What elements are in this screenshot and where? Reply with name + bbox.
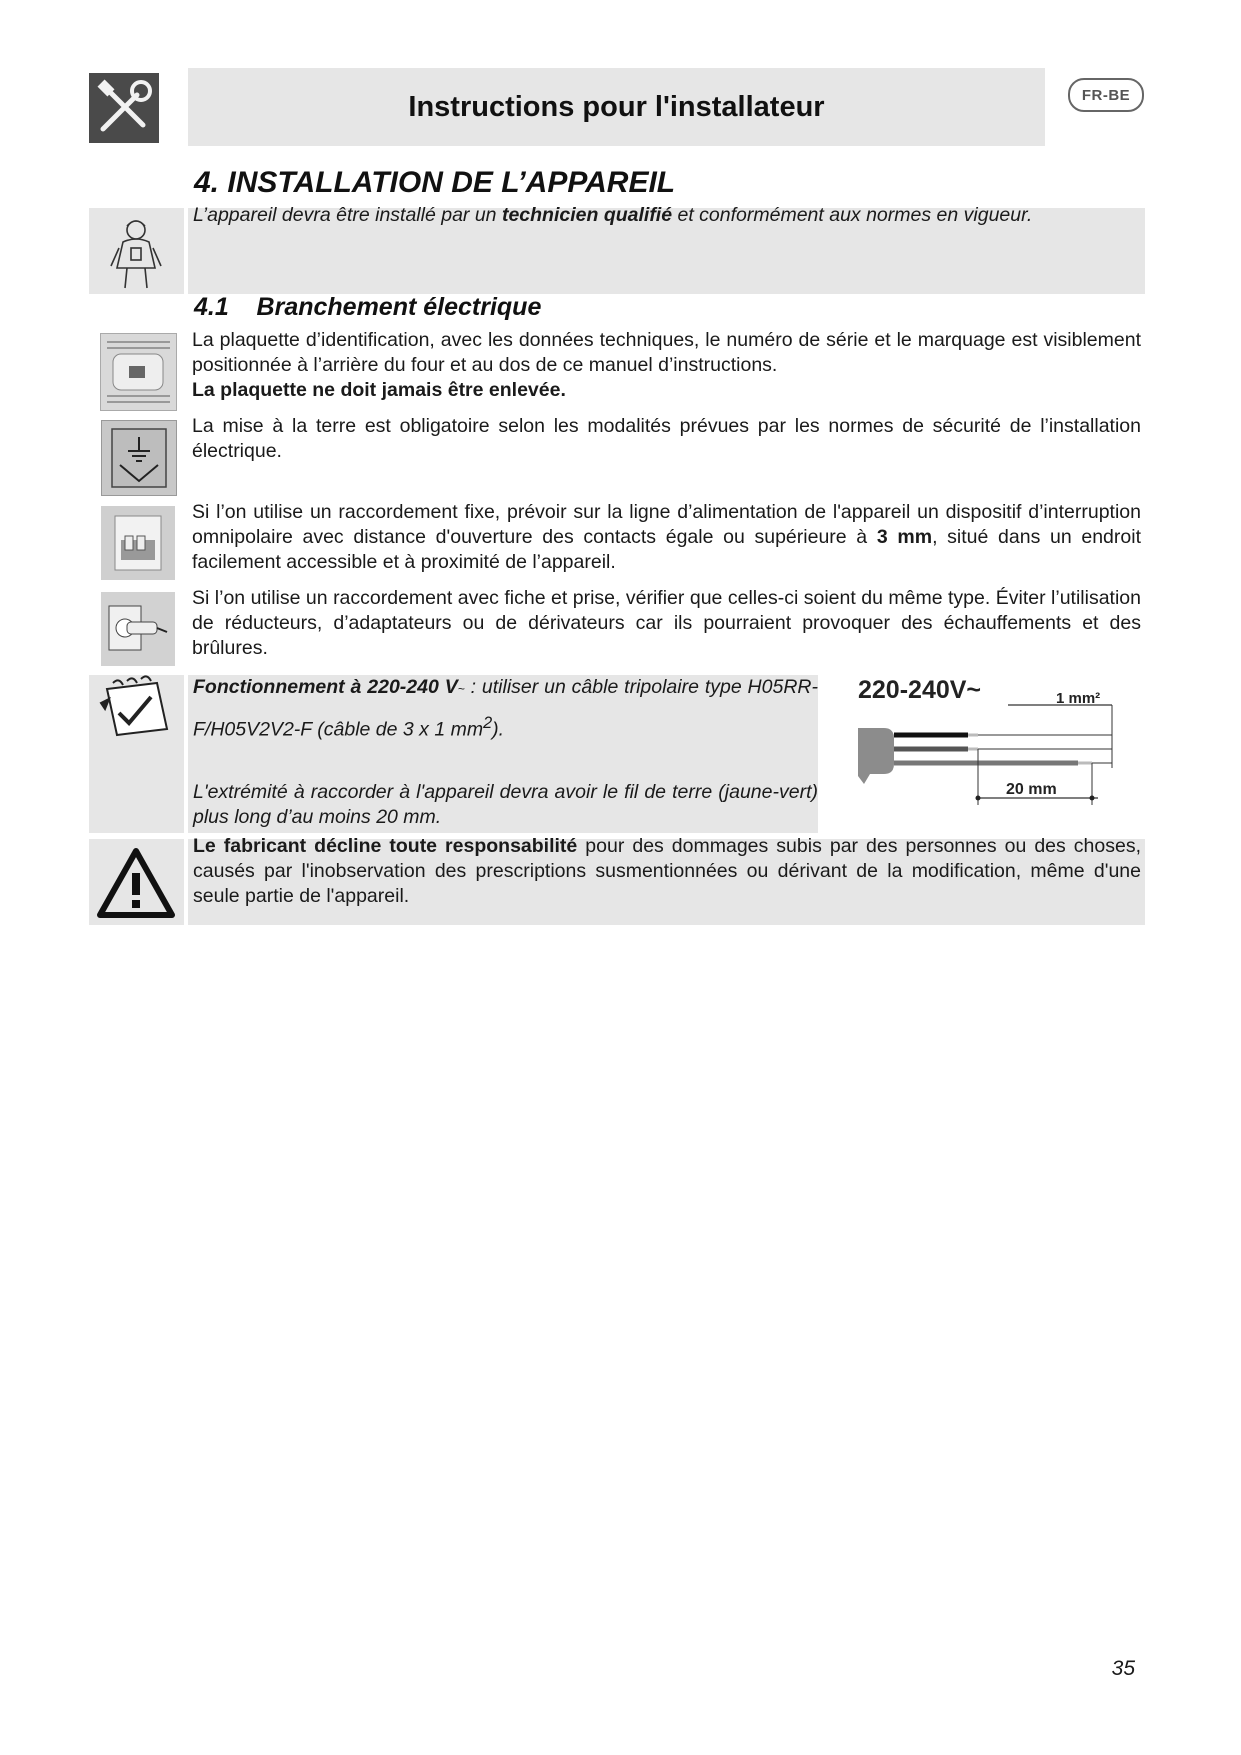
warning-bold: Le fabricant décline toute responsabilité (193, 835, 578, 857)
diagram-length-label: 20 mm (1006, 781, 1057, 798)
fixed-bold: 3 mm (876, 526, 933, 548)
operation-text: ). (492, 718, 505, 741)
plug-paragraph: Si l’on utilise un raccordement avec fiche et prise, vérifier que celles-ci soient du même type. Éviter l’utilisation de réducteurs, d’adaptateurs ou de dérivateurs car ils pourraient provoquer des échauffements et des brûlures. (192, 587, 1141, 659)
cable-diagram (838, 670, 1128, 815)
diagram-section-label: 1 mm² (1056, 690, 1101, 707)
operation-paragraph (193, 670, 818, 747)
earth-wire-paragraph: L'extrémité à raccorder à l'appareil devra avoir le fil de terre (jaune-vert) plus long d’au moins 20 mm. (193, 781, 818, 828)
intro-text-part: L’appareil devra être installé par un (193, 204, 502, 226)
header-title: Instructions pour l'installateur (188, 68, 1045, 146)
warning-paragraph (193, 834, 1141, 909)
intro-text (193, 203, 1133, 228)
language-badge: FR-BE (1068, 78, 1144, 112)
page-number: 35 (1111, 1657, 1135, 1680)
fixed-text: , situé dans un endroit facilement accessible et à proximité de l’appareil. (192, 526, 1141, 573)
section-title: 4. INSTALLATION DE L’APPAREIL (194, 166, 676, 199)
tilde-symbol: ~ (457, 682, 465, 696)
switch-icon (101, 506, 175, 580)
operation-text: : utiliser un câble tripolaire type H05RR-F/H05V2V2-F (câble de 3 x 1 mm (193, 676, 818, 741)
operation-bold: Fonctionnement à 220-240 V (193, 676, 458, 698)
checklist-icon (89, 675, 184, 755)
earth-paragraph: La mise à la terre est obligatoire selon les modalités prévues par les normes de sécurité de l’installation électrique. (192, 415, 1141, 462)
fixed-text: Si l’on utilise un raccordement fixe, prévoir sur la ligne d’alimentation de l'appareil un dispositif d’interruption omnipolaire avec distance d'ouverture des contacts égale ou supérieure à (192, 501, 1141, 548)
technician-icon (89, 208, 184, 294)
warning-text: pour des dommages subis par des personnes ou des choses, causés par l'inobservation des prescriptions susmentionnées ou dérivant de la modification, même d'une seule partie de l'appareil. (193, 835, 1141, 907)
plate-text: La plaquette d’identification, avec les données techniques, le numéro de série et le marquage est visiblement positionnée à l’arrière du four et au dos de ce manuel d’instructions. (192, 329, 1141, 376)
rating-plate-icon (100, 333, 177, 411)
tools-icon (89, 73, 159, 143)
intro-text-part: et conformément aux normes en vigueur. (672, 204, 1033, 226)
earth-icon (101, 420, 177, 496)
subsection-title: 4.1 Branchement électrique (194, 293, 542, 321)
plug-icon (101, 592, 175, 666)
plate-paragraph (192, 328, 1141, 403)
plate-warning: La plaquette ne doit jamais être enlevée. (192, 379, 566, 401)
warning-triangle-icon (89, 839, 184, 925)
technician-icon-cell (89, 208, 184, 294)
warning-icon-cell (89, 839, 184, 925)
intro-text-bold: technicien qualifié (501, 204, 673, 226)
superscript: 2 (483, 714, 493, 732)
note-icon-cell (89, 675, 184, 833)
fixed-connection-paragraph (192, 500, 1141, 575)
diagram-voltage: 220-240V~ (858, 676, 982, 704)
